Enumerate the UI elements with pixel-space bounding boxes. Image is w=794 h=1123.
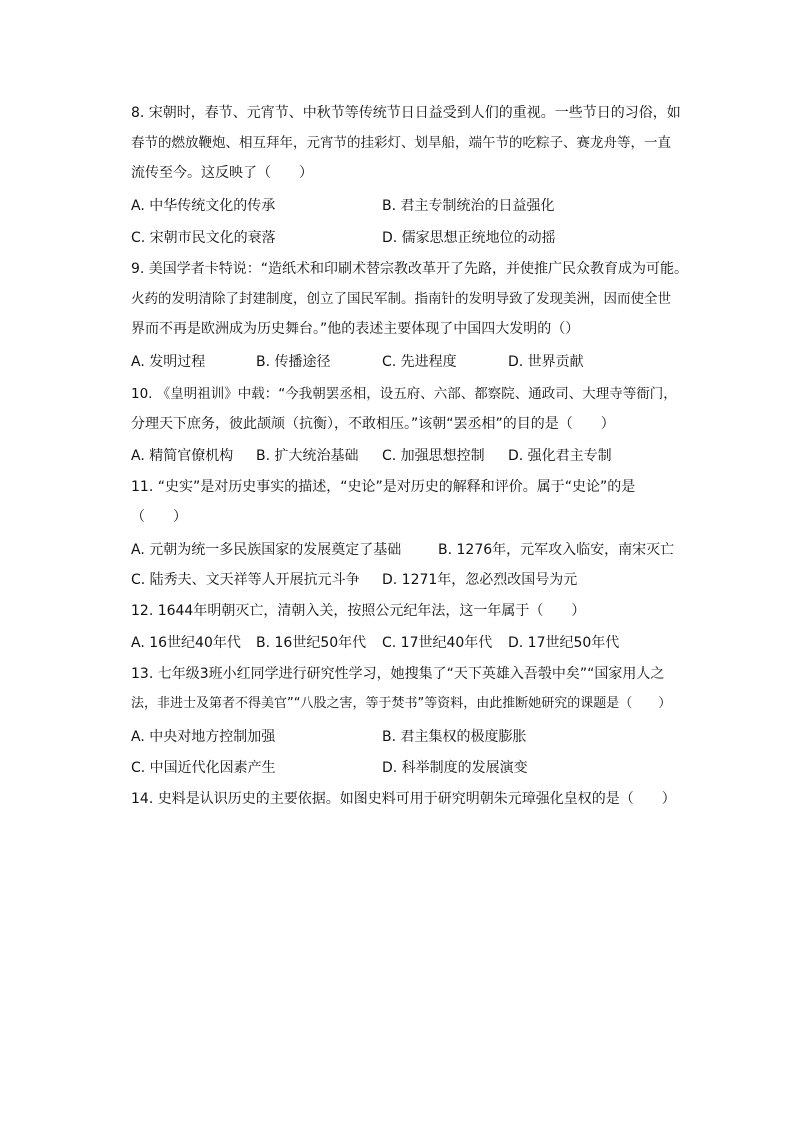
question-text-line: 界而不再是欧洲成为历史舞台。”他的表述主要体现了中国四大发明的（） xyxy=(131,321,580,337)
question-text-line: 14. 史料是认识历史的主要依据。如图史料可用于研究明朝朱元璋强化皇权的是（ ） xyxy=(131,791,676,807)
option-c: C. 中国近代化因素产生 xyxy=(131,760,276,776)
question-text-line: 12. 1644年明朝灭亡，清朝入关，按照公元纪年法，这一年属于（ ） xyxy=(131,603,586,619)
option-c: C. 先进程度 xyxy=(382,354,457,370)
option-b: B. 君主集权的极度膨胀 xyxy=(382,729,527,745)
option-a: A. 16世纪40年代 xyxy=(131,635,241,651)
question-text-line: 8. 宋朝时，春节、元宵节、中秋节等传统节日日益受到人们的重视。一些节日的习俗，如 xyxy=(131,105,681,121)
option-d: D. 儒家思想正统地位的动摇 xyxy=(382,230,556,246)
option-c: C. 17世纪40年代 xyxy=(382,635,493,651)
question-text-line: 火药的发明清除了封建制度，创立了国民军制。指南针的发明导致了发现美洲，因而使全世 xyxy=(131,291,671,307)
option-b: B. 16世纪50年代 xyxy=(256,635,367,651)
option-b: B. 传播途径 xyxy=(256,354,331,370)
question-text-line: 春节的燃放鞭炮、相互拜年，元宵节的挂彩灯、划旱船，端午节的吃粽子、赛龙舟等，一直 xyxy=(131,135,671,151)
question-text-line: 分理天下庶务，彼此颉颃（抗衡），不敢相压。”该朝“罢丞相”的目的是（ ） xyxy=(131,416,615,432)
question-text-line: 10. 《皇明祖训》中载：“今我朝罢丞相，设五府、六部、都察院、通政司、大理寺等衙门， xyxy=(131,386,677,402)
option-b: B. 君主专制统治的日益强化 xyxy=(382,198,555,214)
option-a: A. 中央对地方控制加强 xyxy=(131,729,276,745)
option-b: B. 扩大统治基础 xyxy=(256,448,359,464)
option-d: D. 17世纪50年代 xyxy=(508,635,620,651)
option-c: C. 加强思想控制 xyxy=(382,448,485,464)
option-b: B. 1276年，元军攻入临安，南宋灭亡 xyxy=(438,542,675,558)
question-text-line: 流传至今。这反映了（ ） xyxy=(131,165,313,181)
question-text-line: 11. “史实”是对历史事实的描述，“史论”是对历史的解释和评价。属于“史论”的是 xyxy=(131,479,636,495)
option-a: A. 精简官僚机构 xyxy=(131,448,234,464)
question-text-line: 法，非进士及第者不得美官”“八股之害，等于焚书”等资料，由此推断她研究的课题是（ ） xyxy=(131,696,672,711)
option-d: D. 1271年，忽必烈改国号为元 xyxy=(382,572,578,588)
question-text-line: （ ） xyxy=(131,509,187,525)
option-a: A. 中华传统文化的传承 xyxy=(131,198,276,214)
option-c: C. 陆秀夫、文天祥等人开展抗元斗争 xyxy=(131,572,360,588)
option-a: A. 发明过程 xyxy=(131,354,206,370)
question-text-line: 13. 七年级3班小红同学进行研究性学习，她搜集了“天下英雄入吾彀中矣”“国家用人之 xyxy=(131,666,665,682)
option-d: D. 强化君主专制 xyxy=(508,448,612,464)
option-d: D. 科举制度的发展演变 xyxy=(382,760,528,776)
option-c: C. 宋朝市民文化的衰落 xyxy=(131,230,276,246)
option-d: D. 世界贡献 xyxy=(508,354,584,370)
option-a: A. 元朝为统一多民族国家的发展奠定了基础 xyxy=(131,542,402,558)
question-text-line: 9. 美国学者卡特说：“造纸术和印刷术替宗教改革开了先路，并使推广民众教育成为可能。 xyxy=(131,261,689,277)
